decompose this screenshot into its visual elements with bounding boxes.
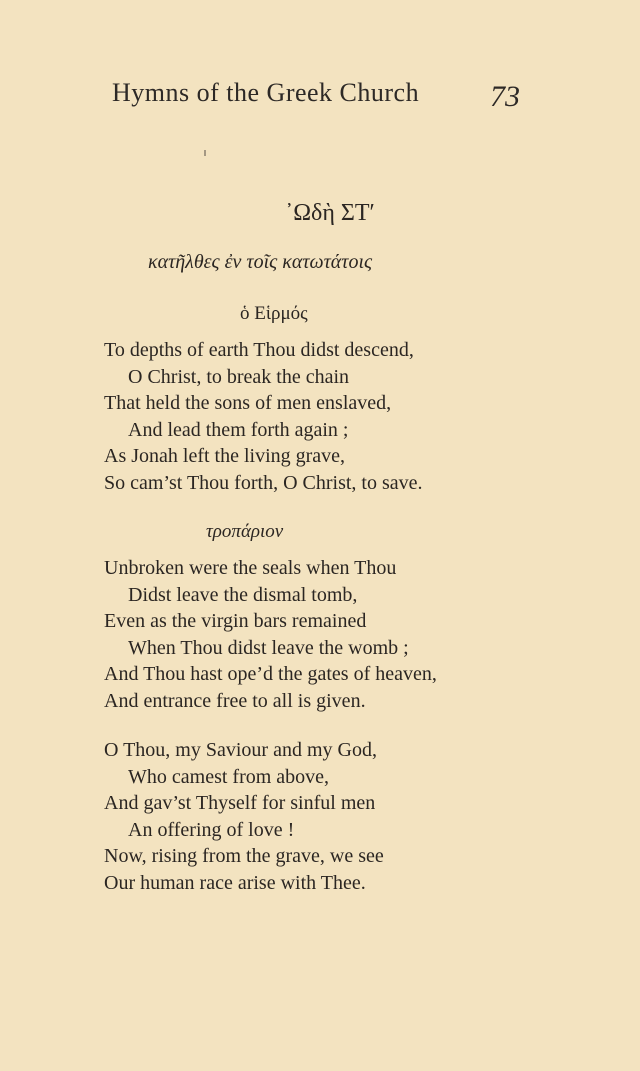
verse-line: And entrance free to all is given. xyxy=(104,689,366,712)
verse-line: Who camest from above, xyxy=(128,765,330,788)
troparion-heading: τροπάριον xyxy=(206,521,284,542)
verse-line: As Jonah left the living grave, xyxy=(104,445,346,468)
verse-line: Unbroken were the seals when Thou xyxy=(104,557,397,579)
verse-line: And lead them forth again ; xyxy=(128,418,349,441)
verse-line: And gav’st Thyself for sinful men xyxy=(104,792,376,815)
verse-line: Now, rising from the grave, we see xyxy=(104,845,384,868)
page-number: 73 xyxy=(490,80,520,113)
verse-line: To depths of earth Thou didst descend, xyxy=(104,339,414,361)
stanza-third xyxy=(104,737,384,897)
paper-speck xyxy=(204,150,206,156)
verse-line: O Thou, my Saviour and my God, xyxy=(104,739,377,761)
running-head: Hymns of the Greek Church xyxy=(112,78,420,107)
verse-line: And Thou hast ope’d the gates of heaven, xyxy=(104,663,437,686)
verse-line: That held the sons of men enslaved, xyxy=(104,392,392,415)
heirmos-heading: ὁ Εἱρμός xyxy=(240,303,308,324)
verse-line: When Thou didst leave the womb ; xyxy=(128,636,409,659)
verse-line: Even as the virgin bars remained xyxy=(104,610,367,633)
verse-line: So cam’st Thou forth, O Christ, to save. xyxy=(104,471,423,494)
verse-line: Our human race arise with Thee. xyxy=(104,871,366,894)
verse-line: Didst leave the dismal tomb, xyxy=(128,583,358,606)
ode-title: ᾽Ωδὴ ΣΤ′ xyxy=(285,200,375,226)
verse-line: An offering of love ! xyxy=(128,818,295,841)
incipit: κατῆλθες ἐν τοῖς κατωτάτοις xyxy=(148,251,373,273)
verse-line: O Christ, to break the chain xyxy=(128,365,350,388)
stanza-troparion xyxy=(104,555,437,715)
stanza-heirmos xyxy=(104,337,423,497)
